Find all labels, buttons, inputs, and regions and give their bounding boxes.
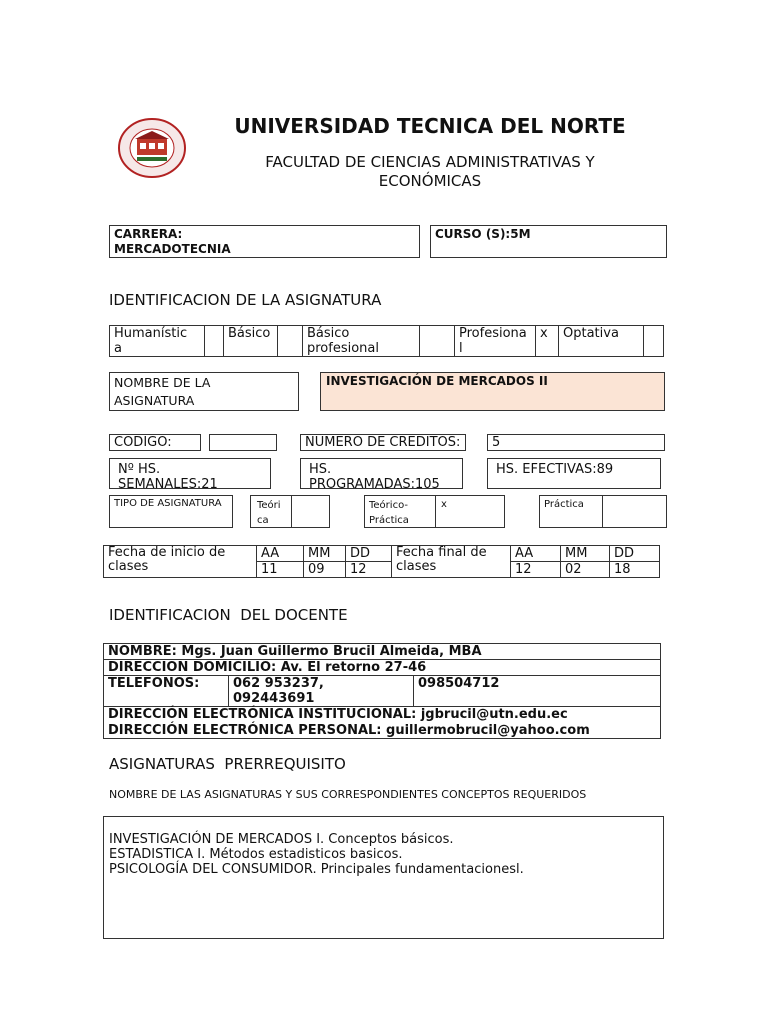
curso-label: CURSO (S):5M (435, 227, 531, 241)
teorico-practica-1: Teórico- (369, 500, 408, 511)
tipo-carrera-table (109, 325, 664, 357)
prereq-line-2: ESTADISTICA I. Métodos estadisticos basicos. (109, 847, 403, 862)
curso-box (430, 225, 667, 258)
teorico-practica-mark: x (441, 499, 447, 510)
basico-profesional-cell (303, 326, 420, 357)
tipo-asignatura-box (109, 495, 233, 528)
docente-direccion: DIRECCION DOMICILIO: Av. El retorno 27-46 (104, 660, 661, 676)
teorico-practica-label-cell (365, 496, 436, 527)
basico-cell: Básico (224, 326, 278, 357)
carrera-label: CARRERA: (114, 227, 183, 241)
codigo-value-box (209, 434, 277, 451)
fecha-inicio-mm-header: MM (304, 546, 346, 562)
faculty-line-2: ECONÓMICAS (378, 172, 482, 190)
codigo-label-box (109, 434, 201, 451)
creditos-value: 5 (492, 435, 501, 450)
docente-email-pers: DIRECCIÓN ELECTRÓNICA PERSONAL: guillermobrucil@yahoo.com (104, 723, 661, 739)
docente-telefonos-1: 062 953237, 092443691 (229, 676, 414, 707)
university-seal-logo (117, 117, 187, 179)
section-prerrequisito-title: ASIGNATURAS PRERREQUISITO (109, 755, 346, 773)
horas-semanales-1: Nº HS. (118, 462, 161, 477)
fecha-final-aa: 12 (511, 562, 561, 578)
optativa-cell: Optativa (559, 326, 644, 357)
fecha-inicio-mm: 09 (304, 562, 346, 578)
nombre-label-2: ASIGNATURA (114, 393, 195, 408)
practica-label: Práctica (544, 499, 584, 510)
faculty-line-1: FACULTAD DE CIENCIAS ADMINISTRATIVAS Y (265, 153, 595, 171)
fecha-final-mm: 02 (561, 562, 610, 578)
prereq-subtitle: NOMBRE DE LAS ASIGNATURAS Y SUS CORRESPONDIENTES CONCEPTOS REQUERIDOS (109, 788, 587, 801)
practica-box (539, 495, 667, 528)
prereq-line-1: INVESTIGACIÓN DE MERCADOS I. Conceptos básicos. (109, 832, 454, 847)
university-title: UNIVERSIDAD TECNICA DEL NORTE (234, 114, 626, 138)
teorico-practica-2: Práctica (369, 515, 409, 526)
fecha-inicio-aa-header: AA (257, 546, 304, 562)
horas-semanales-2: SEMANALES:21 (118, 477, 218, 489)
creditos-label: NUMERO DE CREDITOS: (305, 435, 461, 450)
horas-programadas-1: HS. (309, 462, 332, 477)
profesional-cell (455, 326, 536, 357)
humanistica-cell (110, 326, 205, 357)
fecha-inicio-dd-header: DD (346, 546, 392, 562)
humanistica-text-2: a (114, 341, 122, 356)
fechas-table (103, 545, 660, 578)
fecha-final-mm-header: MM (561, 546, 610, 562)
practica-label-cell (540, 496, 603, 527)
fecha-final-dd: 18 (610, 562, 660, 578)
codigo-label: CODIGO: (114, 435, 172, 450)
humanistica-mark (205, 326, 224, 357)
fecha-final-label: Fecha final de clases (392, 546, 511, 578)
teorica-box (250, 495, 330, 528)
section-asignatura-title: IDENTIFICACION DE LA ASIGNATURA (109, 291, 382, 309)
basico-profesional-mark (420, 326, 455, 357)
section-docente-title: IDENTIFICACION DEL DOCENTE (109, 606, 348, 624)
nombre-asignatura-value-box (320, 372, 665, 411)
docente-email-inst: DIRECCIÓN ELECTRÓNICA INSTITUCIONAL: jgbrucil@utn.edu.ec (104, 707, 661, 723)
carrera-box (109, 225, 420, 258)
profesional-mark: x (536, 326, 559, 357)
teorico-practica-box (364, 495, 505, 528)
tipo-asignatura-label: TIPO DE ASIGNATURA (114, 498, 222, 509)
basico-prof-text-1: Básico (307, 326, 350, 341)
nombre-asignatura-label-box (109, 372, 299, 411)
fecha-inicio-label: Fecha de inicio de clases (104, 546, 257, 578)
prereq-line-3: PSICOLOGÍA DEL CONSUMIDOR. Principales fundamentacionesl. (109, 862, 524, 877)
basico-prof-text-2: profesional (307, 341, 379, 356)
creditos-value-box (487, 434, 665, 451)
profesional-text-2: l (459, 341, 463, 356)
humanistica-text-1: Humanístic (114, 326, 188, 341)
nombre-label-1: NOMBRE DE LA (114, 375, 211, 390)
docente-telefonos-2: 098504712 (414, 676, 661, 707)
creditos-label-box (300, 434, 466, 451)
carrera-value: MERCADOTECNIA (114, 242, 231, 256)
fecha-final-aa-header: AA (511, 546, 561, 562)
basico-mark (278, 326, 303, 357)
teorica-2: ca (257, 515, 269, 526)
horas-efectivas: HS. EFECTIVAS:89 (496, 462, 614, 477)
horas-programadas-2: PROGRAMADAS:105 (309, 477, 440, 489)
fecha-inicio-aa: 11 (257, 562, 304, 578)
docente-table (103, 643, 661, 739)
profesional-text-1: Profesiona (459, 326, 527, 341)
horas-efectivas-box (487, 458, 661, 489)
optativa-mark (644, 326, 664, 357)
teorica-1: Teóri (257, 500, 281, 511)
docente-telefonos-label: TELEFONOS: (104, 676, 229, 707)
horas-programadas-box (300, 458, 463, 489)
docente-nombre: NOMBRE: Mgs. Juan Guillermo Brucil Almeida, MBA (104, 644, 661, 660)
teorica-label-cell (251, 496, 292, 527)
horas-semanales-box (109, 458, 271, 489)
fecha-inicio-dd: 12 (346, 562, 392, 578)
fecha-final-dd-header: DD (610, 546, 660, 562)
prereq-box (103, 816, 664, 939)
nombre-asignatura-value: INVESTIGACIÓN DE MERCADOS II (326, 374, 548, 388)
